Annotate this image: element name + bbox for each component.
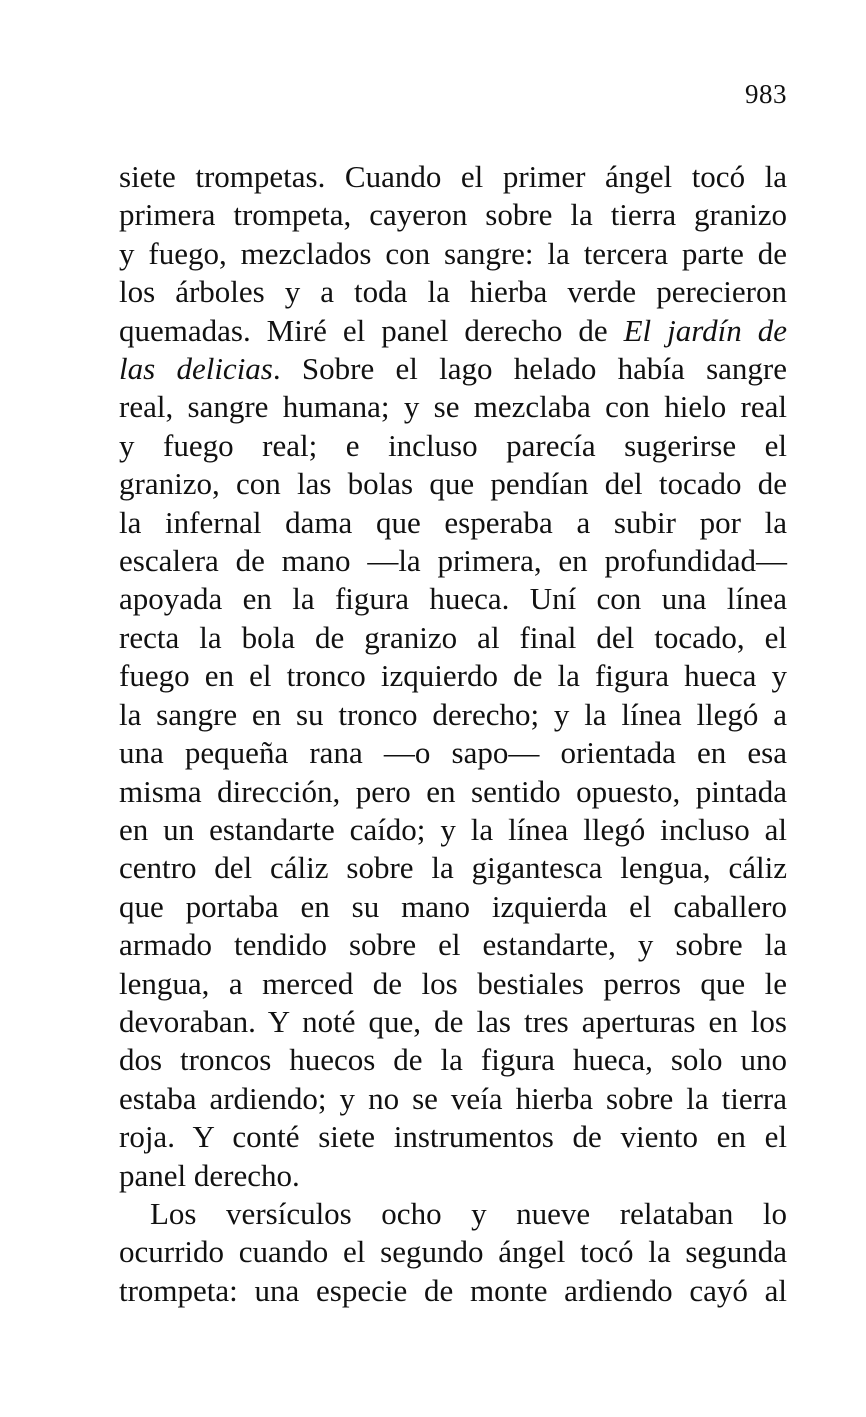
- page-number: 983: [745, 79, 787, 109]
- text-line: Los versículos ocho y nueve relataban lo: [150, 1195, 787, 1231]
- text-line: misma dirección, pero en sentido opuesto, pintada: [119, 773, 787, 809]
- text-line: y fuego, mezclados con sangre: la tercera parte de: [119, 235, 787, 271]
- text-line: centro del cáliz sobre la gigantesca lengua, cáliz: [119, 850, 787, 886]
- text-line: devoraban. Y noté que, de las tres aperturas en los: [119, 1003, 787, 1039]
- text-line: panel derecho.: [119, 1157, 300, 1193]
- text-line: real, sangre humana; y se mezclaba con hielo real: [119, 389, 787, 425]
- text-line: roja. Y conté siete instrumentos de viento en el: [119, 1119, 787, 1155]
- text-line: fuego en el tronco izquierdo de la figura hueca y: [119, 658, 787, 694]
- artwork-title-italic: El jardín de: [623, 312, 788, 348]
- artwork-title-italic: las delicias: [119, 351, 273, 387]
- text-line: recta la bola de granizo al final del tocado, el: [119, 619, 787, 655]
- text-line: ocurrido cuando el segundo ángel tocó la segunda: [119, 1234, 787, 1270]
- text-line: la sangre en su tronco derecho; y la línea llegó a: [119, 696, 787, 732]
- text-line: en un estandarte caído; y la línea llegó incluso al: [119, 811, 787, 847]
- text-line: primera trompeta, cayeron sobre la tierra granizo: [119, 197, 787, 233]
- text-line: una pequeña rana —o sapo— orientada en esa: [119, 735, 787, 771]
- paragraph-2: [119, 1195, 787, 1310]
- text-line: dos troncos huecos de la figura hueca, solo uno: [119, 1042, 787, 1078]
- text-body: [119, 158, 787, 1310]
- text-line-segment: . Sobre el lago helado había sangre: [272, 351, 787, 387]
- text-line: estaba ardiendo; y no se veía hierba sobre la tierra: [119, 1080, 787, 1116]
- text-line: lengua, a merced de los bestiales perros que le: [119, 965, 787, 1001]
- text-line: [119, 312, 787, 350]
- text-line: la infernal dama que esperaba a subir por la: [119, 504, 787, 540]
- text-line: que portaba en su mano izquierda el caballero: [119, 888, 787, 924]
- text-line-segment: quemadas. Miré el panel derecho de: [119, 312, 624, 348]
- text-line: armado tendido sobre el estandarte, y sobre la: [119, 927, 787, 963]
- text-line: escalera de mano —la primera, en profundidad—: [119, 543, 787, 579]
- text-line: siete trompetas. Cuando el primer ángel tocó la: [119, 159, 787, 194]
- text-line: y fuego real; e incluso parecía sugerirse el: [119, 427, 787, 463]
- text-line: trompeta: una especie de monte ardiendo cayó al: [119, 1272, 787, 1308]
- text-line: los árboles y a toda la hierba verde perecieron: [119, 274, 787, 310]
- text-line: apoyada en la figura hueca. Uní con una línea: [119, 581, 787, 617]
- text-line: [119, 350, 787, 388]
- paragraph-1: [119, 158, 787, 1195]
- text-line: granizo, con las bolas que pendían del tocado de: [119, 466, 787, 502]
